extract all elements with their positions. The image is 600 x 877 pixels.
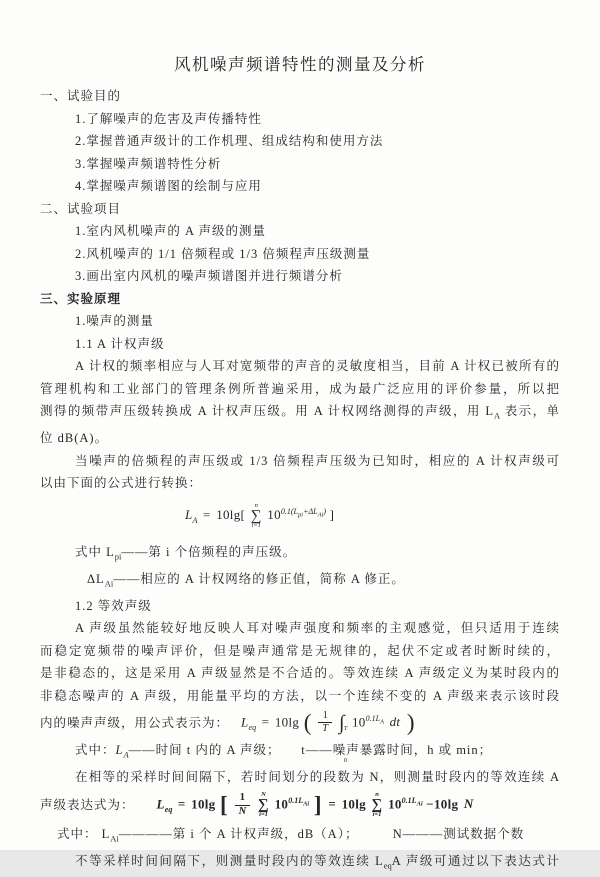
- sigma-symbol: ∑: [250, 507, 262, 524]
- paragraph-line: 在相等的采样时间间隔下，若时间划分的段数为 N，则测量时段内的等效连续 A: [75, 770, 560, 784]
- denominator: T: [318, 722, 332, 736]
- opening-paren: (: [303, 709, 312, 735]
- section2-item: 2.风机噪声的 1/1 倍频程或 1/3 倍频程声压级测量: [75, 246, 371, 261]
- exponent: [401, 796, 423, 808]
- paragraph-line: 位 dB(A)。: [40, 431, 109, 445]
- sub-A: A: [192, 516, 198, 526]
- exp-sub: A: [380, 718, 384, 726]
- sum-lower-limit: i=1: [251, 522, 261, 530]
- section3-sub-heading: 1.噪声的测量: [75, 314, 154, 328]
- int-upper-limit: T: [343, 724, 348, 732]
- exp-sub: Ai: [317, 511, 324, 519]
- fraction: [235, 792, 251, 818]
- section2-item: 3.画出室内风机的噪声频谱图并进行频谱分析: [75, 269, 343, 283]
- sum-upper-limit: n: [375, 791, 379, 799]
- sub-eq: eq: [248, 722, 257, 732]
- equals-sign: =: [261, 713, 270, 729]
- paragraph-line: 非稳态噪声的 A 声级，用能量平均的方法，以一个连续不变的 A 声级来表示该时段: [40, 688, 560, 703]
- formula-a-weighted-level: [185, 500, 560, 534]
- section2-heading: 二、试验项目: [40, 201, 122, 216]
- equals-sign: =: [202, 507, 211, 523]
- note-line: 式中：$L_A——$时间 t 内的 A 声级； t——噪声暴露时间，h 或 min；: [75, 743, 493, 760]
- formula-expression: [185, 503, 334, 530]
- var-L: L: [241, 713, 249, 729]
- var-N: N: [463, 796, 474, 812]
- note-line: 式中： $L_{Ai}————$第 i 个 A 计权声级，dB（A）； N———测试数据个数: [57, 826, 525, 843]
- int-lower-limit: 0: [343, 756, 348, 764]
- paragraph-line: A 声级虽然能较好地反映人耳对噪声强度和频率的主观感觉，但只适用于连续: [75, 621, 560, 635]
- paragraph-line: 声级表达式为：: [40, 798, 135, 813]
- note-line: $\Delta L_{Ai}——$相应的 A 计权网络的修正值，简称 A 修正。: [87, 571, 405, 588]
- minus-log-term: −10lg: [426, 796, 459, 812]
- paragraph-line: 不等采样时间间隔下，则测量时段内的等效连续 $L_{eq}A$ 声级可通过以下表达式计: [75, 853, 561, 870]
- paragraph-line: 以由下面的公式进行转换：: [40, 476, 203, 490]
- integral-symbol: ∫: [338, 711, 345, 734]
- numerator: 1: [239, 792, 246, 804]
- summation: [372, 792, 383, 819]
- summation: [258, 792, 269, 819]
- exponent: [280, 507, 327, 519]
- denominator: N: [235, 805, 251, 819]
- log-coefficient: 10lg: [341, 796, 366, 812]
- paragraph-line: A 计权的频率相应与人耳对宽频带的声音的灵敏度相当，目前 A 计权已被所有的: [75, 359, 560, 373]
- section3-sub-sub-heading: 1.1 A 计权声级: [75, 336, 165, 351]
- sum-upper-limit: n: [254, 502, 258, 510]
- closing-bracket: ]: [329, 507, 335, 523]
- base-ten: 10: [351, 713, 366, 729]
- section3-heading: 三、实验原理: [40, 291, 122, 306]
- closing-bracket: ]: [313, 792, 322, 818]
- formula-leq-integral: [241, 703, 416, 764]
- equals-sign: =: [328, 796, 337, 812]
- var-L: L: [185, 507, 193, 523]
- base-ten: 10: [274, 796, 289, 812]
- log-coefficient: 10lg: [191, 796, 216, 812]
- exponent: [365, 713, 384, 726]
- fraction: [318, 710, 332, 736]
- summation: [251, 503, 262, 530]
- numerator: 1: [322, 709, 329, 721]
- equals-sign: =: [177, 796, 186, 812]
- section2-item: 1.室内风机噪声的 A 声级的测量: [75, 224, 266, 238]
- integral-limits: [343, 713, 348, 764]
- section1-item: 4.掌握噪声频谱图的绘制与应用: [75, 179, 262, 193]
- log-coefficient: 10lg[: [216, 507, 246, 523]
- integral: [338, 711, 348, 764]
- paragraph-line: 内的噪声声级，用公式表示为：: [40, 715, 230, 730]
- base-ten: 10: [388, 796, 402, 812]
- sum-upper-limit: N: [261, 791, 266, 799]
- opening-bracket: [: [220, 792, 229, 818]
- paragraph-line: 是非稳态的，这是采用 A 声级显然是不合适的。等效连续 A 声级定义为某时段内的: [40, 666, 560, 680]
- exp-part: 0.1L: [288, 796, 304, 806]
- closing-paren: ): [406, 709, 415, 735]
- section3-sub-sub-heading: 1.2 等效声级: [75, 598, 152, 613]
- exp-part: 0.1L: [401, 796, 417, 806]
- exp-part: +ΔL: [303, 507, 318, 517]
- exp-part: ): [323, 507, 327, 517]
- base-ten: 10: [267, 507, 281, 523]
- log-coefficient: 10lg: [274, 713, 300, 729]
- paragraph-line: 管理机构和工业部门的管理条例所普遍采用，成为最广泛应用的评价参量，所以把: [40, 381, 560, 396]
- exp-part: 0.1(L: [280, 507, 298, 517]
- exponent: [288, 796, 310, 808]
- document-title: 风机噪声频谱特性的测量及分析: [174, 55, 426, 74]
- paragraph-line: 测得的频带声压级转换成 A 计权声压级。用 A 计权网络测得的声级，用 $L_A$ 表示，单: [40, 404, 560, 421]
- sum-lower-limit: i=1: [259, 811, 268, 819]
- paragraph-line: 而稳定宽频带的噪声评价，但是噪声通常是无规律的，起伏不定或者时断时续的，: [40, 643, 560, 658]
- section1-heading: 一、试验目的: [40, 89, 122, 103]
- section1-item: 2.掌握普通声级计的工作机理、组成结构和使用方法: [75, 134, 384, 148]
- paragraph-line: 当噪声的倍频程的声压级或 1/3 倍频程声压级为已知时，相应的 A 计权声级可: [75, 453, 560, 468]
- sigma-symbol: ∑: [371, 796, 383, 813]
- exp-sub: Ai: [303, 800, 310, 808]
- exp-part: 0.1L: [365, 713, 381, 723]
- sub-eq: eq: [164, 804, 173, 814]
- formula-leq-discrete: [157, 785, 476, 826]
- exp-sub: pi: [298, 511, 304, 519]
- formula-row: [40, 789, 560, 823]
- note-line: 式中 $L_{pi}——$第 i 个倍频程的声压级。: [75, 544, 297, 561]
- exp-sub: Ai: [416, 800, 423, 808]
- sigma-symbol: ∑: [258, 796, 270, 813]
- section1-item: 3.掌握噪声频谱特性分析: [75, 156, 222, 171]
- section1-item: 1.了解噪声的危害及声传播特性: [75, 111, 262, 126]
- var-L: L: [156, 796, 165, 812]
- differential-dt: dt: [389, 713, 401, 729]
- sum-lower-limit: i=1: [372, 811, 382, 819]
